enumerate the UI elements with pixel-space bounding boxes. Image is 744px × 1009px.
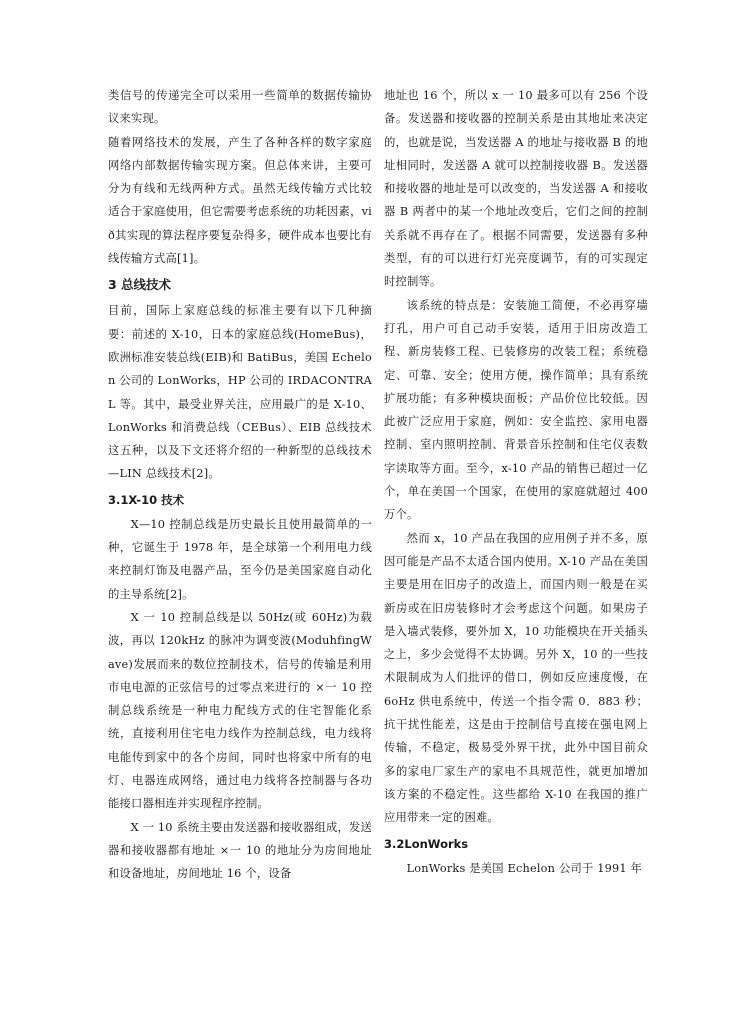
paragraph: LonWorks 是美国 Echelon 公司于 1991 年: [406, 861, 643, 875]
paragraph: X—10 控制总线是历史最长且使用最简单的一种，它诞生于 1978 年，是全球第一个利用电力线来控制灯饰及电器产品，至今仍是美国家庭自动化的主导系统[2]。: [108, 517, 372, 601]
paragraph: 类信号的传递完全可以采用一些简单的数据传输协议来实现。: [108, 89, 372, 126]
subsection-heading: 3.2LonWorks: [384, 836, 469, 851]
paragraph: 随着网络技术的发展，产生了各种各样的数字家庭网络内部数据传输实现方案。但总体来讲，主要可分为有线和无线两种方式。虽然无线传输方式比较适合于家庭使用，但它需要考虑系统的功耗因素，við其实现的算法程序要复杂得多，硬件成本也要比有线传输方式高[1]。: [108, 135, 372, 266]
right-column: [384, 84, 648, 880]
paragraph: X 一 10 系统主要由发送器和接收器组成，发送器和接收器都有地址 ×一 10 的地址分为房间地址和设备地址，房间地址 16 个，设备: [108, 820, 372, 881]
paragraph: 目前，国际上家庭总线的标准主要有以下几种摘要：前述的 X-10，日本的家庭总线(HomeBus)，欧洲标准安装总线(EIB)和 BatiBus，美国 Echelon 公司的 LonWorks，HP 公司的 IRDACONTRAL 等。其中，最受业界关注，应用最广的是 X-10、LonWorks 和消费总线（CEBus）、EIB 总线技术这五种，以及下文还将介绍的一种新型的总线技术—LIN 总线技术[2]。: [108, 304, 373, 481]
left-column: [108, 84, 372, 886]
paragraph: X 一 10 控制总线是以 50Hz(或 60Hz)为载波，再以 120kHz 的脉冲为调变波(ModuhfingWave)发展而来的数位控制技术，信号的传输是利用市电电源的正弦信号的过零点来进行的 ×一 10 控制总线系统是一种电力配线方式的住宅智能化系统，直接利用住宅电力线作为控制总线，电力线将电能传到家中的各个房间，同时也将家中所有的电灯、电器连成网络，通过电力线将各控制器与各功能接口器相连并实现程序控制。: [108, 610, 372, 811]
section-heading: 3 总线技术: [108, 277, 172, 293]
paragraph: 地址也 16 个，所以 x 一 10 最多可以有 256 个设备。发送器和接收器的控制关系是由其地址来决定的，也就是说，当发送器 A 的地址与接收器 B 的地址相同时，发送器 A 就可以控制接收器 B。发送器和接收器的地址是可以改变的，当发送器 A 和接收器 B 两者中的某一个地址改变后，它们之间的控制关系就不再存在了。根据不同需要，发送器有多种类型，有的可以进行灯光亮度调节，有的可实现定时控制等。: [384, 89, 648, 289]
subsection-heading: 3.1X-10 技术: [108, 492, 185, 507]
paragraph: 然而 x，10 产品在我国的应用例子并不多，原因可能是产品不太适合国内使用。X-10 产品在美国主要是用在旧房子的改造上，而国内则一般是在买新房或在旧房装修时才会考虑这个问题。如果房子是入墙式装修，要外加 X，10 功能模块在开关插头之上，多少会觉得不太协调。另外 X，10 的一些技术限制成为人们批评的借口，例如反应速度慢，在 6oHz 供电系统中，传送一个指令需 0．883 秒；抗干扰性能差，这是由于控制信号直接在强电网上传输，不稳定，极易受外界干扰，此外中国目前众多的家电厂家生产的家电不具规范性，就更加增加该方案的不稳定性。这些都给 X-10 在我国的推广应用带来一定的困难。: [384, 531, 648, 825]
paragraph: 该系统的特点是：安装施工简便，不必再穿墙打孔，用户可自己动手安装，适用于旧房改造工程、新房装修工程、已装修房的改装工程；系统稳定、可靠、安全；使用方便，操作简单；具有系统扩展功能；有多种模块面板；产品价位比较低。因此被广泛应用于家庭，例如：安全监控、家用电器控制、室内照明控制、背景音乐控制和住宅仪表数字读取等方面。至今，x-10 产品的销售已超过一亿个，单在美国一个国家，在使用的家庭就超过 400 万个。: [384, 298, 648, 522]
